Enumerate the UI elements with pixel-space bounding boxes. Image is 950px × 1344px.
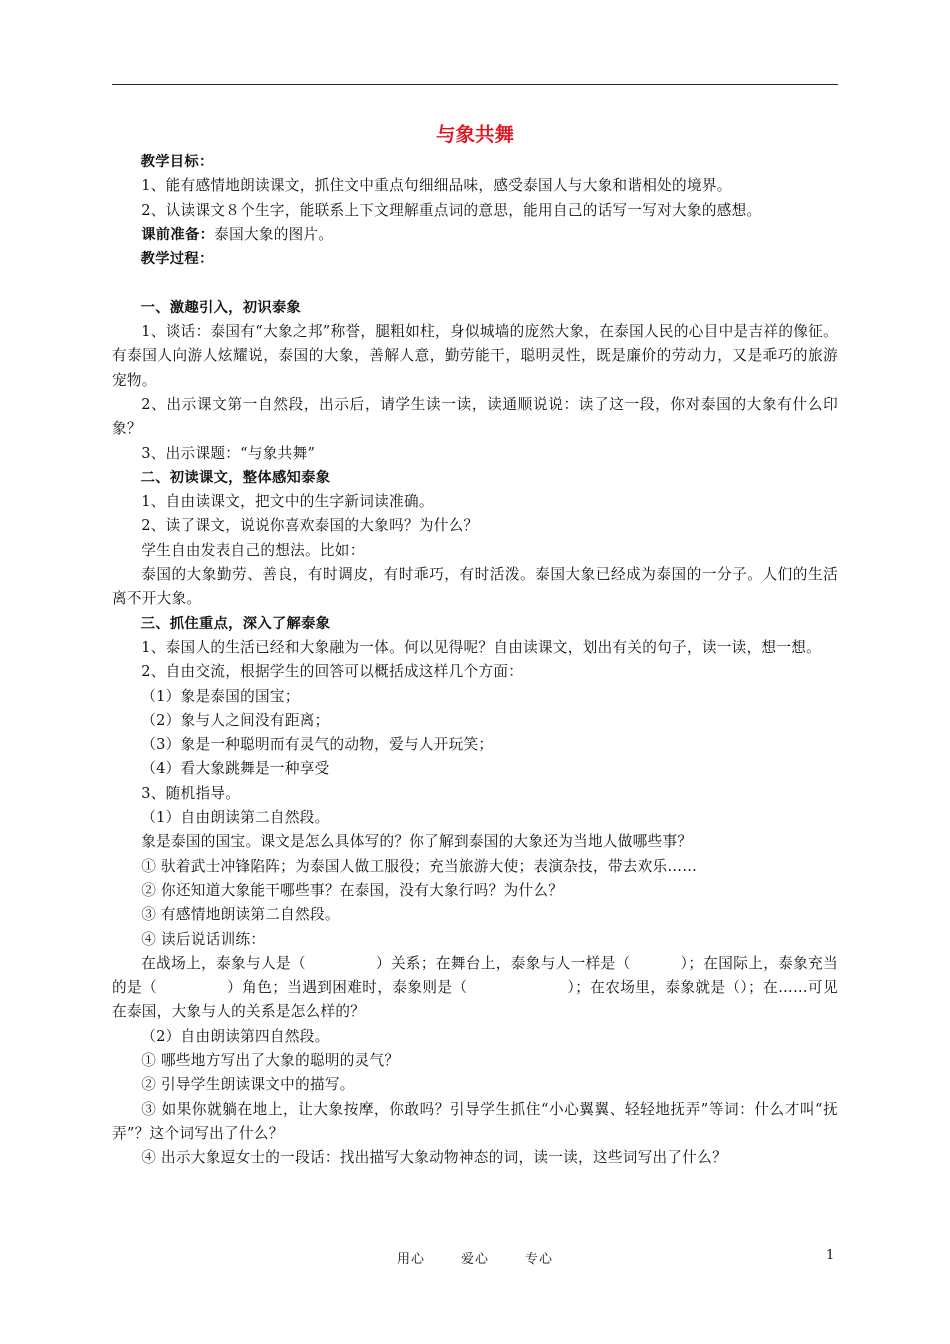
list-item: ① 驮着武士冲锋陷阵；为泰国人做工服役；充当旅游大使；表演杂技，带去欢乐…… bbox=[141, 857, 698, 875]
footer-motto bbox=[0, 1248, 950, 1267]
footer-word: 爱心 bbox=[460, 1252, 489, 1267]
fill-text: ）关系；在舞台上，泰象与人一样是（ bbox=[375, 954, 631, 972]
spacer bbox=[112, 271, 838, 295]
list-item: （1）象是泰国的国宝； bbox=[141, 687, 300, 705]
goals-heading: 教学目标： bbox=[140, 154, 214, 170]
goal-item: 2、认读课文８个生字，能联系上下文理解重点词的意思，能用自己的话写一写对大象的感想。 bbox=[141, 201, 762, 219]
list-item: ④ 读后说话训练： bbox=[141, 930, 266, 948]
paragraph: 2、读了课文，说说你喜欢泰国的大象吗？为什么？ bbox=[141, 517, 479, 535]
prep-text: 泰国大象的图片。 bbox=[214, 225, 334, 243]
header-rule bbox=[112, 84, 838, 85]
prep-label: 课前准备： bbox=[141, 226, 215, 243]
section-heading: 二、初读课文，整体感知泰象 bbox=[140, 469, 331, 486]
list-item: （2）象与人之间没有距离； bbox=[141, 711, 330, 729]
paragraph: 1、泰国人的生活已经和大象融为一体。何以见得呢？自由读课文，划出有关的句子，读一读，想一想。 bbox=[141, 638, 821, 656]
list-item: ① 哪些地方写出了大象的聪明的灵气？ bbox=[141, 1051, 400, 1069]
footer-word: 专心 bbox=[525, 1252, 554, 1267]
paragraph: 泰国的大象勤劳、善良，有时调皮，有时乖巧，有时活泼。泰国大象已经成为泰国的一分子。人们的生活离不开大象。 bbox=[112, 566, 838, 608]
fill-in-paragraph bbox=[112, 952, 838, 1025]
list-item: ③ 如果你就躺在地上，让大象按摩，你敢吗？引导学生抓住“小心翼翼、轻轻地抚弄”等词：什么才叫“抚弄”？这个词写出了什么？ bbox=[112, 1100, 838, 1142]
list-item: ③ 有感情地朗读第二自然段。 bbox=[141, 906, 340, 924]
paragraph: 2、出示课文第一自然段，出示后，请学生读一读，读通顺说说：读了这一段，你对泰国的大象有什么印象？ bbox=[112, 395, 838, 438]
fill-text: ）；在农场里，泰象就是（ bbox=[567, 979, 741, 997]
paragraph: 3、出示课题：“与象共舞” bbox=[141, 444, 316, 462]
footer-word: 用心 bbox=[396, 1252, 425, 1267]
list-item: （3）象是一种聪明而有灵气的动物，爱与人开玩笑； bbox=[141, 736, 494, 754]
process-heading: 教学过程： bbox=[140, 251, 214, 268]
paragraph: 1、自由读课文，把文中的生字新词读准确。 bbox=[141, 493, 434, 511]
prep-line bbox=[112, 223, 838, 247]
list-item: ② 你还知道大象能干哪些事？在泰国，没有大象行吗？为什么？ bbox=[141, 881, 564, 899]
paragraph: 1、谈话：泰国有“大象之邦”称誉，腿粗如柱，身似城墙的庞然大象，在泰国人民的心目中是吉祥的像征。有泰国人向游人炫耀说，泰国的大象，善解人意，勤劳能干，聪明灵性，既是廉价的劳动力，又是乖巧的旅游宠物。 bbox=[112, 323, 838, 389]
fill-text: ）角色；当遇到困难时，泰象则是（ bbox=[227, 979, 468, 997]
list-item: ④ 出示大象逗女士的一段话：找出描写大象动物神态的词，读一读，这些词写出了什么？ bbox=[141, 1149, 727, 1167]
paragraph: 2、自由交流，根据学生的回答可以概括成这样几个方面： bbox=[141, 663, 524, 681]
list-item: ② 引导学生朗读课文中的描写。 bbox=[141, 1076, 355, 1094]
fill-text: ）；在国际上，泰象充当的是（ bbox=[112, 954, 838, 997]
goal-item: 1、能有感情地朗读课文，抓住文中重点句细细品味，感受泰国人与大象和谐相处的境界。 bbox=[141, 177, 732, 195]
fill-text: ）；在……可见在泰国，大象与人的关系是怎么样的？ bbox=[112, 979, 838, 1021]
paragraph: （1）自由朗读第二自然段。 bbox=[141, 809, 330, 827]
document-title: 与象共舞 bbox=[435, 123, 514, 146]
section-heading: 三、抓住重点，深入了解泰象 bbox=[140, 615, 331, 632]
fill-text: 在战场上，泰象与人是（ bbox=[141, 954, 306, 972]
paragraph: 3、随机指导。 bbox=[141, 784, 241, 802]
paragraph: （2）自由朗读第四自然段。 bbox=[141, 1027, 330, 1045]
list-item: （4）看大象跳舞是一种享受 bbox=[141, 760, 330, 778]
section-heading: 一、激趣引入，初识泰象 bbox=[140, 299, 302, 316]
document-body bbox=[112, 122, 838, 1170]
page-number: 1 bbox=[826, 1248, 835, 1263]
paragraph: 象是泰国的国宝。课文是怎么具体写的？你了解到泰国的大象还为当地人做哪些事？ bbox=[141, 833, 693, 851]
paragraph: 学生自由发表自己的想法。比如： bbox=[141, 541, 365, 559]
